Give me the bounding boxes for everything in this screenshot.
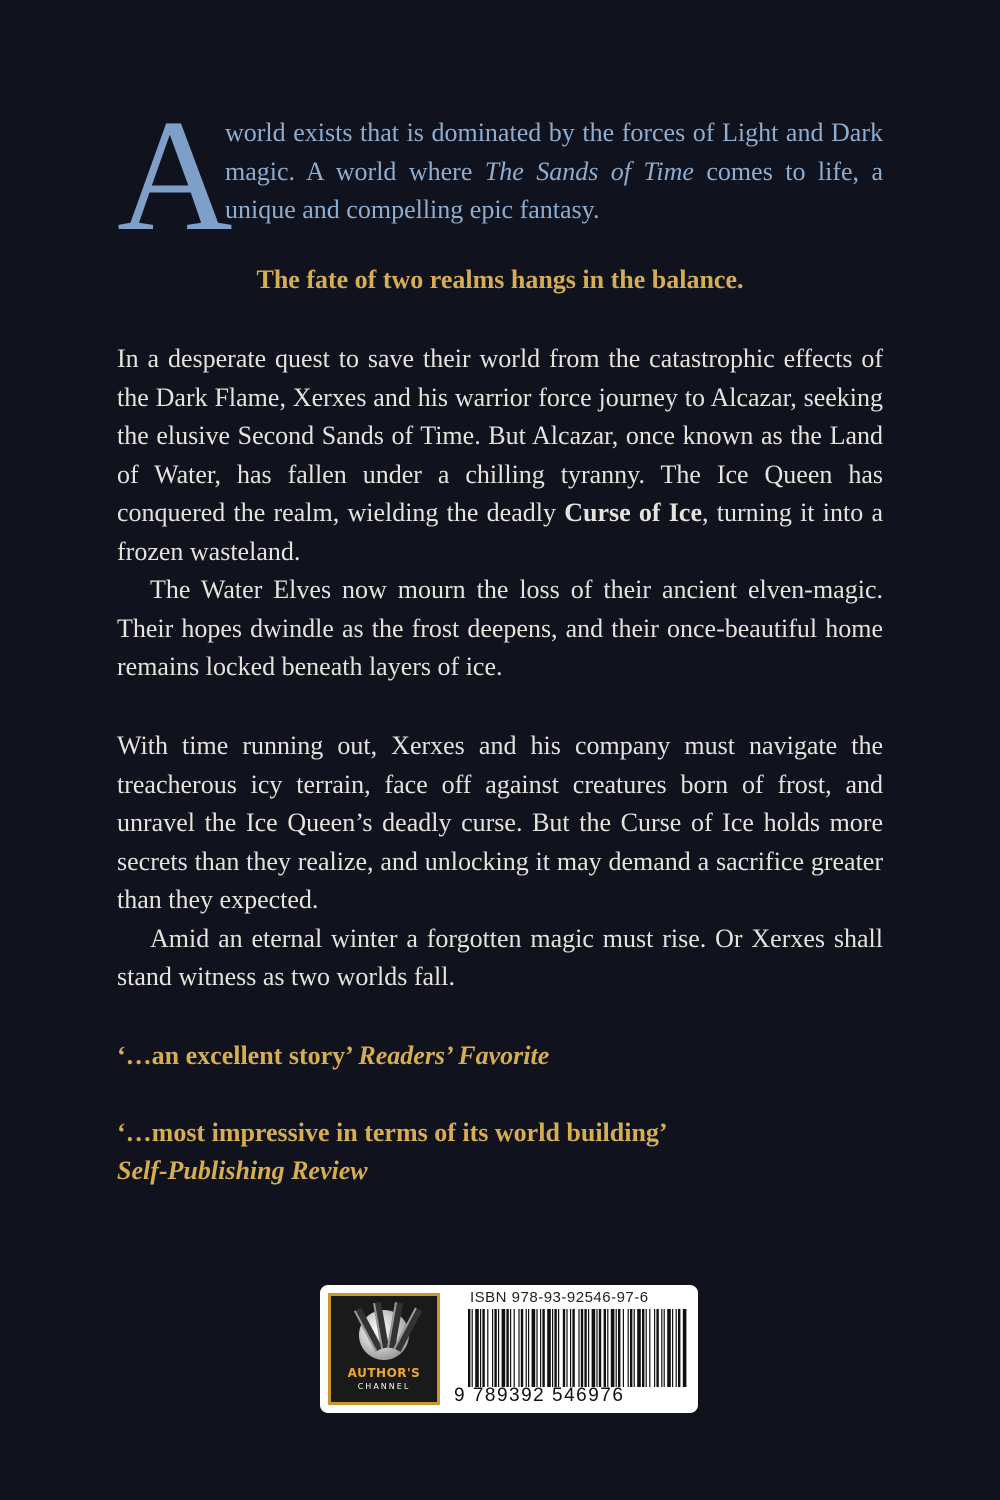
barcode-bar	[664, 1309, 665, 1387]
barcode-bar	[472, 1309, 473, 1387]
quote-text: ‘…most impressive in terms of its world building’	[117, 1118, 668, 1147]
barcode-bar	[678, 1309, 680, 1387]
logo-text-authors: AUTHOR'S	[347, 1366, 421, 1380]
barcode-bar	[616, 1309, 617, 1387]
barcode-bar	[604, 1309, 606, 1387]
barcode-bar	[654, 1309, 655, 1387]
barcode-bar	[526, 1309, 527, 1387]
intro-text-start: world exists that is dominated by the forces of Light and Dark magic. A world where	[225, 118, 883, 186]
barcode-bar	[570, 1309, 571, 1387]
barcode-bar	[563, 1309, 565, 1387]
barcode-digits: 9 789392 546976	[454, 1385, 625, 1406]
barcode-bar	[634, 1309, 635, 1387]
barcode-bar	[502, 1309, 506, 1387]
barcode-bar	[492, 1309, 493, 1387]
barcode-bar	[540, 1309, 541, 1387]
synopsis-paragraph: With time running out, Xerxes and his company must navigate the treacherous icy terrain, face off against creatures born of frost, and unravel the Ice Queen’s deadly curse. But the Curse of Ice holds more secrets than they realize, and unlocking it may demand a sacrifice greater than they expected.	[117, 731, 883, 914]
barcode-bar	[661, 1309, 662, 1387]
quote-source: Readers’ Favorite	[358, 1041, 550, 1070]
logo-text-channel: CHANNEL	[357, 1382, 411, 1391]
barcode-bar	[584, 1309, 586, 1387]
barcode-bar	[656, 1309, 658, 1387]
barcode-bar	[581, 1309, 583, 1387]
barcode-bar	[498, 1309, 499, 1387]
barcode-bar	[468, 1309, 470, 1387]
barcode-bar	[611, 1309, 615, 1387]
barcode-bar	[528, 1309, 529, 1387]
intro-text	[225, 114, 883, 230]
intro-text-end: comes to life, a unique and compelling epic fantasy.	[225, 156, 883, 224]
review-quote-2	[117, 1114, 883, 1190]
barcode-bar	[637, 1309, 641, 1387]
synopsis-block-2	[117, 727, 883, 997]
barcode-bar	[518, 1309, 519, 1387]
tagline: The fate of two realms hangs in the balance.	[256, 265, 744, 294]
barcode-bar	[642, 1309, 644, 1387]
synopsis-block-1	[117, 340, 883, 687]
barcode-bar	[578, 1309, 579, 1387]
synopsis-paragraph	[117, 340, 883, 571]
barcode-bar	[599, 1309, 601, 1387]
barcode-bar	[506, 1309, 508, 1387]
barcode-bar	[514, 1309, 515, 1387]
barcode-bar	[487, 1309, 488, 1387]
quote-text: ‘…an excellent story’	[117, 1041, 359, 1070]
synopsis-paragraph: Amid an eternal winter a forgotten magic must rise. Or Xerxes shall stand witness as two worlds fall.	[117, 923, 883, 991]
barcode-bar	[480, 1309, 481, 1387]
barcode-bar	[536, 1309, 537, 1387]
synopsis-text: , turning it into a frozen wasteland.	[117, 498, 883, 566]
barcode-bar	[628, 1309, 629, 1387]
barcode-bar	[646, 1309, 647, 1387]
barcode-bar	[607, 1309, 608, 1387]
barcode-bars	[466, 1309, 688, 1387]
barcode-box	[320, 1285, 698, 1413]
barcode-bar	[623, 1309, 624, 1387]
barcode-bar	[547, 1309, 551, 1387]
barcode-bar	[554, 1309, 556, 1387]
intro-series-title: The Sands of Time	[484, 156, 694, 186]
barcode-bar	[566, 1309, 567, 1387]
barcode-bar	[542, 1309, 544, 1387]
synopsis-paragraph: The Water Elves now mourn the loss of their ancient elven-magic. Their hopes dwindle as the frost deepens, and their once-beautiful home remains locked beneath layers of ice.	[117, 575, 883, 681]
barcode-bar	[683, 1309, 687, 1387]
synopsis-text: In a desperate quest to save their world from the catastrophic effects of the Dark Flame, Xerxes and his warrior force journey to Alcazar, seeking the elusive Second Sands of Time. But Alcazar, once known as the Land of Water, has fallen under a chilling tyranny. The Ice Queen has conquered the realm, wielding the deadly	[117, 344, 883, 527]
isbn-label: ISBN 978-93-92546-97-6	[470, 1289, 649, 1306]
barcode-bar	[649, 1309, 650, 1387]
barcode-bar	[475, 1309, 479, 1387]
barcode-bar	[532, 1309, 536, 1387]
drop-cap: A	[117, 86, 233, 264]
barcode-bar	[667, 1309, 671, 1387]
barcode-bar	[588, 1309, 589, 1387]
barcode-bar	[630, 1309, 632, 1387]
barcode-bar	[482, 1309, 484, 1387]
barcode-bar	[558, 1309, 559, 1387]
barcode-bar	[618, 1309, 620, 1387]
barcode-bar	[494, 1309, 496, 1387]
barcode-bar	[672, 1309, 673, 1387]
review-quote-1	[117, 1037, 883, 1075]
barcode-bar	[572, 1309, 574, 1387]
barcode-bar	[521, 1309, 523, 1387]
quote-source: Self-Publishing Review	[117, 1156, 368, 1185]
barcode-bar	[592, 1309, 596, 1387]
curse-of-ice-bold: Curse of Ice	[564, 498, 702, 527]
barcode-bar	[596, 1309, 597, 1387]
barcode-bar	[552, 1309, 553, 1387]
intro-paragraph	[117, 86, 883, 264]
publisher-logo	[328, 1293, 440, 1405]
barcode-bar	[676, 1309, 677, 1387]
barcode-bar	[510, 1309, 511, 1387]
